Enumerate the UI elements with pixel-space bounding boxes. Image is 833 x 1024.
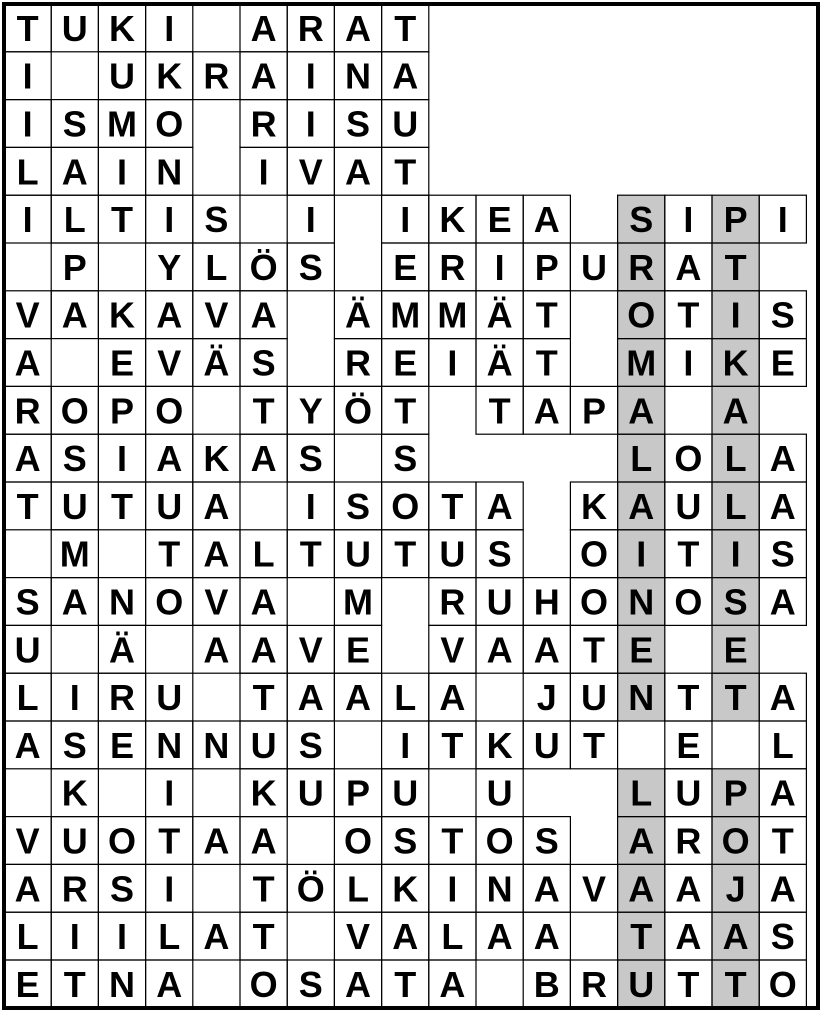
cell-letter: L — [16, 916, 39, 958]
cell-letter: L — [724, 438, 747, 480]
cell-letter: I — [305, 199, 316, 241]
cell-letter: A — [769, 581, 796, 623]
cell-letter: A — [61, 581, 88, 623]
cell-letter: S — [345, 103, 371, 145]
cell-letter: S — [770, 916, 795, 958]
cell-letter: O — [155, 581, 184, 623]
cell-letter: A — [297, 677, 324, 719]
cell-letter: P — [109, 390, 135, 432]
cell-letter: O — [579, 533, 609, 575]
cell-letter: I — [400, 724, 411, 766]
cell-letter: K — [439, 199, 466, 241]
cell-letter: V — [440, 629, 465, 671]
cell-letter: O — [343, 820, 373, 862]
cell-letter: T — [252, 390, 275, 432]
cell-letter: A — [250, 581, 277, 623]
cell-letter: I — [777, 199, 788, 241]
cell-letter: T — [394, 390, 417, 432]
cell-letter: S — [770, 294, 795, 336]
cell-letter: E — [770, 342, 795, 384]
cell-letter: R — [109, 677, 135, 719]
cell-letter: U — [109, 55, 135, 97]
cell-letter: S — [298, 963, 323, 1005]
cell-letter: U — [439, 533, 466, 575]
cell-letter: U — [14, 629, 41, 671]
cell-letter: A — [250, 7, 277, 49]
cell-letter: O — [674, 438, 703, 480]
cell-letter: L — [16, 151, 39, 193]
cell-letter: S — [62, 724, 87, 766]
cell-letter: O — [627, 294, 656, 336]
cell-letter: Ö — [296, 868, 325, 910]
cell-letter: M — [343, 581, 373, 623]
cell-letter: A — [61, 294, 88, 336]
cell-letter: H — [533, 581, 560, 623]
cell-letter: S — [393, 438, 418, 480]
cell-letter: R — [675, 820, 702, 862]
cell-letter: K — [109, 294, 135, 336]
cell-letter: I — [69, 916, 80, 958]
cell-letter: V — [15, 820, 40, 862]
cell-letter: A — [533, 390, 560, 432]
cell-letter: S — [109, 868, 135, 910]
cell-letter: S — [345, 485, 371, 527]
cell-letter: Ö — [343, 390, 373, 432]
cell-letter: A — [722, 916, 749, 958]
cell-letter: O — [155, 103, 184, 145]
cell-letter: L — [441, 916, 464, 958]
cell-letter: I — [164, 868, 175, 910]
cell-letter: A — [769, 485, 796, 527]
cell-letter: R — [628, 246, 655, 288]
cell-letter: Ä — [203, 342, 230, 384]
cell-letter: M — [390, 294, 421, 336]
cell-letter: I — [730, 294, 741, 336]
cell-letter: R — [297, 7, 324, 49]
cell-letter: T — [299, 533, 322, 575]
cell-letter: N — [203, 724, 230, 766]
cell-letter: A — [14, 868, 41, 910]
cell-letter: T — [394, 151, 417, 193]
cell-letter: A — [533, 629, 560, 671]
cell-letter: I — [447, 342, 458, 384]
cell-letter: S — [723, 581, 748, 623]
cell-letter: N — [345, 55, 371, 97]
cell-letter: Ä — [486, 294, 513, 336]
cell-letter: U — [581, 246, 607, 288]
cell-letter: N — [486, 868, 513, 910]
cell-letter: I — [116, 151, 128, 193]
cell-letter: R — [14, 390, 41, 432]
cell-letter: I — [22, 199, 33, 241]
cell-letter: T — [394, 533, 417, 575]
cell-letter: U — [486, 581, 513, 623]
cell-letter: S — [62, 103, 87, 145]
cell-letter: T — [724, 963, 747, 1005]
cell-letter: I — [730, 533, 741, 575]
cell-letter: I — [447, 868, 458, 910]
cell-letter: K — [109, 7, 135, 49]
cell-letter: V — [204, 294, 229, 336]
cell-letter: L — [630, 772, 653, 814]
cell-letter: I — [22, 55, 33, 97]
cell-letter: O — [155, 390, 184, 432]
cell-letter: N — [628, 677, 655, 719]
cell-letter: T — [488, 390, 511, 432]
cell-letter: T — [535, 294, 558, 336]
cell-letter: L — [205, 246, 228, 288]
cell-letter: L — [630, 438, 653, 480]
cell-letter: E — [109, 342, 135, 384]
cell-letter: A — [345, 963, 371, 1005]
cell-letter: A — [345, 677, 371, 719]
cell-letter: O — [768, 963, 797, 1005]
cell-letter: I — [400, 199, 411, 241]
cell-letter: A — [533, 868, 560, 910]
cell-letter: L — [63, 199, 86, 241]
cell-letter: T — [158, 820, 181, 862]
cell-letter: T — [63, 963, 86, 1005]
cell-letter: A — [769, 438, 796, 480]
cell-letter: I — [116, 916, 128, 958]
cell-letter: T — [677, 533, 700, 575]
cell-letter: O — [249, 963, 278, 1005]
cell-letter: A — [203, 533, 230, 575]
cell-letter: P — [581, 390, 607, 432]
cell-letter: A — [486, 485, 513, 527]
cell-letter: O — [674, 581, 703, 623]
cell-letter: R — [345, 342, 371, 384]
cell-letter: A — [14, 438, 41, 480]
cell-letter: A — [486, 629, 513, 671]
cell-letter: U — [156, 677, 183, 719]
cell-letter: V — [15, 294, 40, 336]
cell-letter: A — [769, 772, 796, 814]
cell-letter: S — [298, 246, 323, 288]
cell-letter: E — [723, 629, 748, 671]
cell-letter: U — [250, 724, 277, 766]
cell-letter: A — [250, 629, 277, 671]
cell-letter: A — [61, 151, 88, 193]
cell-letter: I — [683, 199, 694, 241]
cell-letter: U — [392, 103, 419, 145]
cell-letter: L — [16, 677, 39, 719]
cell-letter: S — [298, 724, 323, 766]
cell-letter: U — [675, 485, 702, 527]
cell-letter: A — [439, 963, 466, 1005]
cell-letter: E — [629, 629, 654, 671]
cell-letter: R — [439, 581, 466, 623]
cell-letter: I — [305, 55, 316, 97]
cell-letter: T — [111, 485, 133, 527]
cell-letter: I — [116, 438, 128, 480]
cell-letter: T — [441, 820, 464, 862]
cell-letter: A — [722, 390, 749, 432]
cell-letter: I — [258, 151, 269, 193]
cell-letter: K — [156, 55, 183, 97]
cell-letter: A — [250, 438, 277, 480]
cell-letter: E — [393, 342, 418, 384]
cell-letter: I — [683, 342, 694, 384]
cell-letter: U — [61, 485, 88, 527]
cell-letter: Y — [157, 246, 182, 288]
cell-letter: A — [628, 868, 655, 910]
cell-letter: S — [487, 533, 512, 575]
cell-letter: A — [156, 438, 183, 480]
cell-letter: K — [392, 868, 419, 910]
cell-letter: A — [250, 294, 277, 336]
cell-letter: A — [533, 199, 560, 241]
cell-letter: A — [203, 916, 230, 958]
cell-letter: U — [486, 772, 513, 814]
cell-letter: S — [62, 438, 87, 480]
cell-letter: A — [486, 916, 513, 958]
cell-letter: I — [69, 677, 80, 719]
cell-letter: I — [636, 533, 647, 575]
cell-letter: K — [203, 438, 230, 480]
cell-letter: A — [14, 724, 41, 766]
cell-letter: N — [628, 581, 655, 623]
cell-letter: I — [305, 103, 316, 145]
cell-letter: A — [392, 55, 419, 97]
cell-letter: T — [724, 677, 747, 719]
cell-letter: T — [583, 724, 605, 766]
cell-letter: K — [61, 772, 88, 814]
cell-letter: U — [61, 820, 88, 862]
cell-letter: A — [250, 820, 277, 862]
cell-letter: I — [164, 7, 175, 49]
cell-letter: T — [252, 677, 275, 719]
cell-letter: O — [485, 820, 514, 862]
cell-letter: I — [164, 772, 175, 814]
cell-letter: L — [771, 724, 794, 766]
cell-letter: K — [581, 485, 607, 527]
cell-letter: M — [626, 342, 657, 384]
cell-letter: E — [393, 246, 418, 288]
cell-letter: O — [579, 581, 609, 623]
cell-letter: P — [723, 199, 748, 241]
cell-letter: J — [536, 677, 557, 719]
cell-letter: A — [628, 390, 655, 432]
cell-letter: U — [533, 724, 560, 766]
cell-letter: S — [251, 342, 276, 384]
cell-letter: T — [677, 963, 700, 1005]
cell-letter: T — [16, 485, 39, 527]
cell-letter: U — [628, 963, 655, 1005]
cell-letter: L — [724, 485, 747, 527]
cell-letter: U — [392, 772, 419, 814]
cell-letter: A — [250, 55, 277, 97]
cell-letter: S — [204, 199, 229, 241]
cell-letter: A — [439, 677, 466, 719]
cell-letter: K — [722, 342, 749, 384]
cell-letter: A — [156, 963, 183, 1005]
cell-letter: L — [394, 677, 417, 719]
cell-letter: Ä — [109, 629, 135, 671]
cell-letter: E — [15, 963, 40, 1005]
cell-letter: A — [675, 916, 702, 958]
cell-letter: L — [158, 916, 181, 958]
cell-letter: T — [441, 485, 464, 527]
cell-letter: A — [14, 342, 41, 384]
cell-letter: A — [156, 294, 183, 336]
cell-letter: Y — [298, 390, 323, 432]
cell-letter: E — [345, 629, 371, 671]
cell-letter: A — [203, 629, 230, 671]
cell-letter: S — [393, 820, 418, 862]
cell-letter: T — [158, 533, 181, 575]
cell-letter: S — [534, 820, 559, 862]
cell-letter: K — [486, 724, 513, 766]
cell-letter: P — [723, 772, 748, 814]
cell-letter: N — [109, 963, 135, 1005]
cell-letter: E — [109, 724, 135, 766]
cell-letter: R — [439, 246, 466, 288]
cell-letter: K — [250, 772, 277, 814]
cell-letter: T — [394, 7, 417, 49]
cell-letter: A — [675, 868, 702, 910]
cell-letter: V — [298, 151, 323, 193]
cell-letter: P — [534, 246, 559, 288]
cell-letter: M — [437, 294, 468, 336]
cell-letter: A — [533, 916, 560, 958]
cell-letter: N — [156, 724, 183, 766]
cell-letter: I — [164, 199, 175, 241]
cell-letter: T — [724, 246, 747, 288]
cell-letter: T — [677, 677, 700, 719]
cell-letter: Ö — [249, 246, 278, 288]
cell-letter: U — [675, 772, 702, 814]
cell-letter: Ä — [486, 342, 513, 384]
cell-letter: T — [394, 963, 417, 1005]
cell-letter: I — [22, 103, 33, 145]
cell-letter: U — [345, 533, 371, 575]
cell-letter: U — [581, 677, 607, 719]
cell-letter: L — [347, 868, 369, 910]
cell-letter: R — [61, 868, 88, 910]
cell-letter: A — [769, 868, 796, 910]
cell-letter: R — [250, 103, 277, 145]
cell-letter: O — [107, 820, 137, 862]
cell-letter: I — [494, 246, 505, 288]
cell-letter: B — [533, 963, 560, 1005]
cell-letter: A — [675, 246, 702, 288]
cell-letter: T — [16, 7, 39, 49]
cell-letter: S — [629, 199, 654, 241]
cell-letter: A — [628, 485, 655, 527]
cell-letter: O — [391, 485, 420, 527]
cell-letter: L — [252, 533, 275, 575]
cell-letter: R — [203, 55, 230, 97]
cell-letter: T — [441, 724, 464, 766]
cell-letter: A — [203, 820, 230, 862]
cell-letter: T — [583, 629, 605, 671]
cell-letter: U — [61, 7, 88, 49]
cell-letter: T — [252, 868, 275, 910]
cell-letter: A — [203, 485, 230, 527]
cell-letter: I — [305, 485, 316, 527]
cell-letter: M — [107, 103, 137, 145]
cell-letter: T — [677, 294, 700, 336]
cell-letter: Ä — [345, 294, 371, 336]
cell-letter: A — [392, 916, 419, 958]
cell-letter: P — [345, 772, 371, 814]
cell-letter: O — [721, 820, 750, 862]
cell-letters — [15, 8, 797, 1005]
cell-letter: U — [156, 485, 183, 527]
cell-letter: S — [298, 438, 323, 480]
cell-letter: M — [59, 533, 90, 575]
cell-letter: A — [345, 7, 371, 49]
cell-letter: V — [298, 629, 323, 671]
cell-letter: T — [111, 199, 133, 241]
cell-letter: T — [771, 820, 794, 862]
cell-letter: E — [676, 724, 701, 766]
cell-letter: S — [770, 533, 795, 575]
cell-letter: N — [156, 151, 183, 193]
cell-letter: O — [60, 390, 89, 432]
cell-letter: T — [630, 916, 653, 958]
cell-letter: E — [487, 199, 512, 241]
cell-letter: S — [15, 581, 40, 623]
cell-letter: J — [725, 868, 746, 910]
cell-letter: A — [345, 151, 371, 193]
cell-letter: V — [581, 868, 607, 910]
cell-letter: V — [345, 916, 371, 958]
cell-letter: P — [62, 246, 87, 288]
cell-letter: U — [297, 772, 324, 814]
cell-letter: N — [109, 581, 135, 623]
cell-letter: T — [535, 342, 558, 384]
cell-letter: V — [157, 342, 182, 384]
cell-letter: V — [204, 581, 229, 623]
cell-letter: R — [581, 963, 607, 1005]
cell-letter: A — [628, 820, 655, 862]
cell-letter: T — [252, 916, 275, 958]
cell-letter: A — [769, 677, 796, 719]
